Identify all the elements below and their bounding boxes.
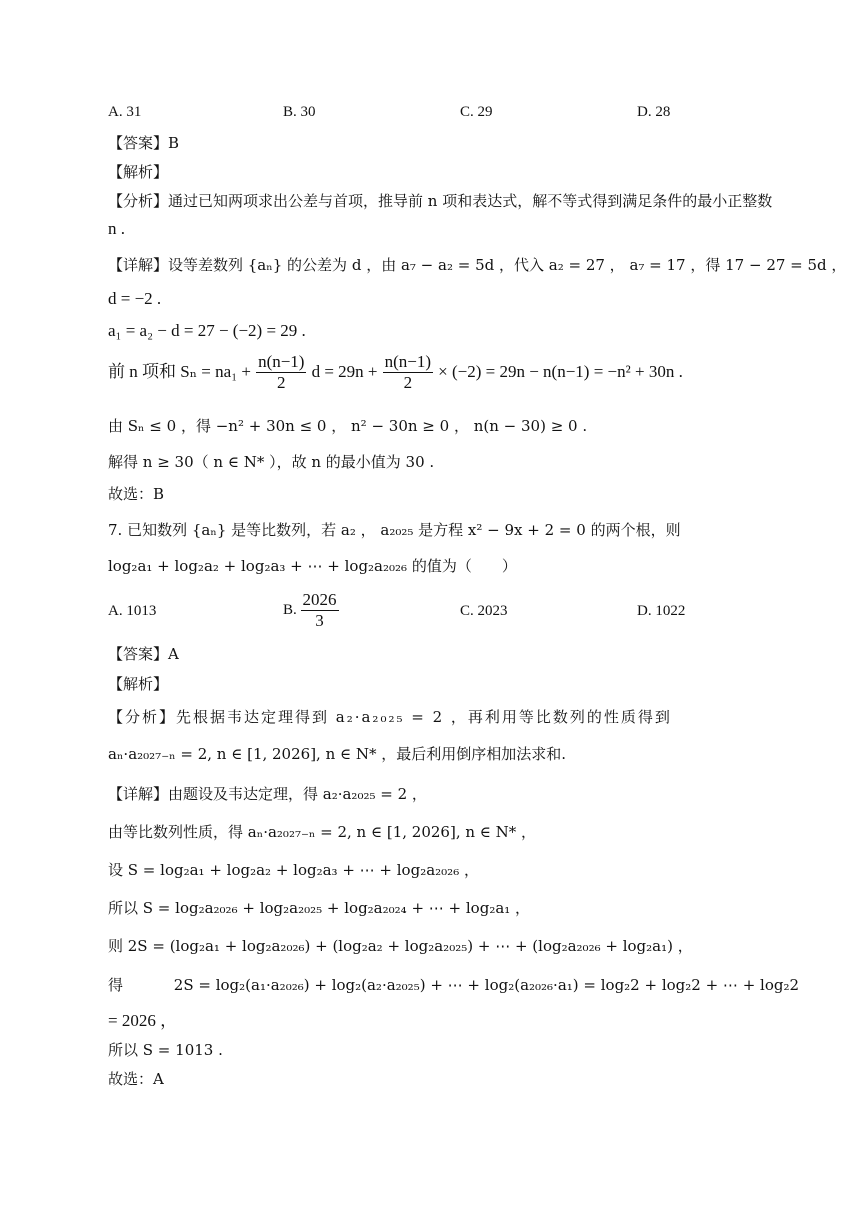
- q6-fenxi-line1: 【分析】通过已知两项求出公差与首项，推导前 n 项和表达式，解不等式得到满足条件的最小正整数: [108, 192, 773, 210]
- q7-xiangjie-line6-label: 得: [108, 976, 124, 994]
- frac-numerator: n(n−1): [384, 352, 432, 371]
- q7-xiangjie-line8: 所以 S = 1013 .: [108, 1041, 223, 1059]
- q6-sum-formula: [108, 352, 808, 393]
- q7-option-d: D. 1022: [637, 603, 686, 619]
- frac-denominator: 2: [403, 373, 413, 392]
- q6-sum-suffix: × (−2) = 29n − n(n−1) = −n² + 30n .: [438, 362, 683, 381]
- frac-numerator: 2026: [302, 590, 337, 609]
- q7-xiangjie-line6: [108, 975, 808, 995]
- frac-denominator: 3: [315, 611, 324, 630]
- q7-xiangjie-line2: 由等比数列性质，得 aₙ·a₂₀₂₇₋ₙ = 2, n ∈ [1, 2026], n ∈ N* ，: [108, 823, 537, 841]
- frac-numerator: n(n−1): [258, 352, 305, 371]
- q7-xiangjie-line4: 所以 S = log₂a₂₀₂₆ + log₂a₂₀₂₅ + log₂a₂₀₂₄ + ⋯ + log₂a₁ ，: [108, 899, 531, 917]
- q7-analysis-heading: 【解析】: [108, 675, 169, 693]
- q7-option-b-label: B.: [283, 602, 297, 618]
- q7-stem-line2: log₂a₁ + log₂a₂ + log₂a₃ + ⋯ + log₂a₂₀₂₆ 的值为（ ）: [108, 557, 517, 575]
- q6-xiangjie-line1: 【详解】设等差数列 {aₙ} 的公差为 d ，由 a₇ − a₂ = 5d ，代入 a₂ = 27 ， a₇ = 17 ，得 17 − 27 = 5d ，: [108, 256, 847, 274]
- q7-fenxi-line1: 【分析】先根据韦达定理得到 a₂·a₂₀₂₅ = 2 ，再利用等比数列的性质得到: [108, 708, 672, 726]
- q6-xiangjie-line2: d = −2 .: [108, 289, 162, 308]
- q7-option-a: A. 1013: [108, 603, 157, 619]
- q6-solve-line: 解得 n ≥ 30（ n ∈ N* ），故 n 的最小值为 30 .: [108, 453, 435, 471]
- q6-analysis-heading: 【解析】: [108, 163, 169, 181]
- q7-option-c: C. 2023: [460, 603, 508, 619]
- q6-option-a: A. 31: [108, 104, 142, 120]
- q7-option-b: [283, 590, 339, 631]
- q6-a1-line: a₁ = a₂ − d = 27 − (−2) = 29 .: [108, 321, 306, 340]
- q6-answer: 【答案】B: [108, 134, 180, 152]
- q7-xiangjie-line6-expr: 2S = log₂(a₁·a₂₀₂₆) + log₂(a₂·a₂₀₂₅) + ⋯ + log₂(a₂₀₂₆·a₁) = log₂2 + log₂2 + ⋯ + log₂2: [173, 976, 800, 994]
- q6-option-b: B. 30: [283, 104, 316, 120]
- q6-sum-prefix: 前 n 项和 Sₙ = na₁ +: [108, 362, 251, 381]
- q7-xiangjie-line1: 【详解】由题设及韦达定理，得 a₂·a₂₀₂₅ = 2 ，: [108, 785, 427, 803]
- q6-sum-frac-1: [256, 352, 306, 393]
- q7-fenxi-line2: aₙ·a₂₀₂₇₋ₙ = 2, n ∈ [1, 2026], n ∈ N* ，最后利用倒序相加法求和.: [108, 745, 567, 763]
- q6-sum-mid: d = 29n +: [311, 362, 378, 381]
- q7-stem-line1: 7. 已知数列 {aₙ} 是等比数列，若 a₂ ， a₂₀₂₅ 是方程 x² − 9x + 2 = 0 的两个根，则: [108, 521, 681, 539]
- q6-option-d: D. 28: [637, 104, 671, 120]
- q6-choice: 故选：B: [108, 485, 165, 503]
- q7-xiangjie-line5: 则 2S = (log₂a₁ + log₂a₂₀₂₆) + (log₂a₂ + log₂a₂₀₂₅) + ⋯ + (log₂a₂₀₂₆ + log₂a₁) ，: [108, 937, 693, 955]
- q7-answer: 【答案】A: [108, 645, 179, 663]
- q7-xiangjie-line3: 设 S = log₂a₁ + log₂a₂ + log₂a₃ + ⋯ + log₂a₂₀₂₆ ，: [108, 861, 479, 879]
- q6-inequality-line: 由 Sₙ ≤ 0 ，得 −n² + 30n ≤ 0 ， n² − 30n ≥ 0 ， n(n − 30) ≥ 0 .: [108, 417, 588, 435]
- q7-option-b-fraction: [301, 590, 339, 631]
- frac-denominator: 2: [277, 373, 286, 392]
- q7-xiangjie-line7: = 2026 ，: [108, 1011, 178, 1030]
- q6-fenxi-line2: n .: [108, 219, 125, 238]
- q6-sum-frac-2: [383, 352, 433, 393]
- q6-option-c: C. 29: [460, 104, 493, 120]
- q7-choice: 故选：A: [108, 1070, 164, 1088]
